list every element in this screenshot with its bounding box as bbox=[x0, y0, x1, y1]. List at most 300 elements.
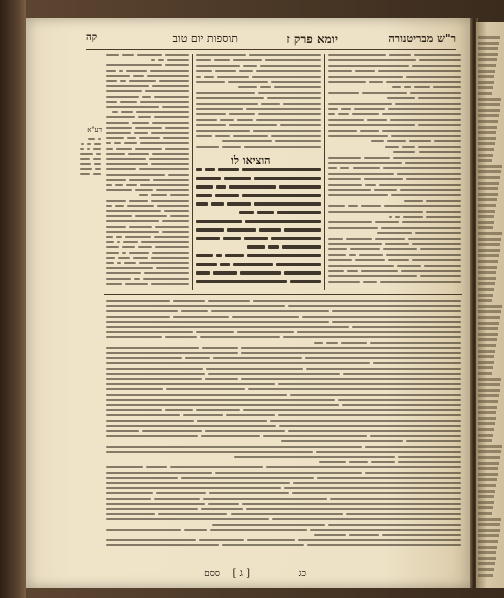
text-line-segment bbox=[328, 162, 402, 164]
header-rule bbox=[86, 49, 456, 50]
text-line-segment bbox=[247, 539, 295, 541]
page-footer bbox=[86, 568, 456, 582]
text-line-segment bbox=[418, 124, 461, 126]
text-line-segment bbox=[116, 148, 132, 150]
text-line-segment bbox=[156, 189, 189, 191]
text-line-segment bbox=[263, 435, 367, 437]
text-line-segment bbox=[369, 81, 383, 83]
text-line-segment bbox=[106, 316, 170, 318]
text-line-segment bbox=[420, 275, 461, 277]
text-line-segment bbox=[328, 103, 392, 105]
text-line-segment bbox=[116, 236, 122, 238]
text-line-segment bbox=[355, 259, 385, 261]
text-line-segment bbox=[196, 146, 219, 148]
text-line-segment bbox=[106, 158, 146, 160]
text-line-segment bbox=[115, 205, 124, 207]
text-line-segment bbox=[106, 498, 151, 500]
text-line-segment bbox=[434, 140, 461, 142]
text-line-segment bbox=[80, 173, 90, 175]
text-line-segment bbox=[106, 137, 124, 139]
text-line-segment bbox=[106, 283, 122, 285]
text-line-segment bbox=[106, 278, 131, 280]
facing-page-text-line bbox=[478, 266, 497, 269]
text-line-segment bbox=[338, 399, 461, 401]
text-line-segment bbox=[233, 59, 262, 61]
text-line-segment bbox=[151, 132, 189, 134]
text-line-segment bbox=[122, 252, 126, 254]
text-line-segment bbox=[393, 157, 461, 159]
facing-page-text-line bbox=[478, 193, 498, 196]
text-line-segment bbox=[234, 456, 395, 458]
text-line-segment bbox=[328, 524, 461, 526]
text-line-segment bbox=[196, 271, 210, 274]
text-line-segment bbox=[328, 227, 378, 229]
text-line-segment bbox=[155, 246, 189, 248]
text-line-segment bbox=[383, 167, 461, 169]
facing-page-text-line bbox=[478, 394, 499, 397]
text-line-segment bbox=[138, 116, 151, 118]
text-line-segment bbox=[154, 236, 189, 238]
text-line-segment bbox=[359, 254, 383, 256]
text-line-segment bbox=[106, 246, 119, 248]
text-line-segment bbox=[378, 70, 461, 72]
text-line-segment bbox=[106, 404, 339, 406]
text-line-segment bbox=[406, 440, 461, 442]
text-line-segment bbox=[93, 148, 101, 150]
text-line-segment bbox=[158, 513, 228, 515]
facing-page-text-line bbox=[478, 478, 497, 481]
text-line-segment bbox=[153, 179, 189, 181]
text-line-segment bbox=[216, 185, 227, 188]
facing-page-text-line bbox=[478, 36, 500, 39]
text-line-segment bbox=[367, 119, 386, 121]
text-line-segment bbox=[196, 119, 217, 121]
text-line-segment bbox=[106, 163, 148, 165]
text-line-segment bbox=[144, 272, 189, 274]
text-line-segment bbox=[375, 221, 399, 223]
text-line-segment bbox=[245, 220, 321, 223]
facing-page-text-line bbox=[478, 467, 498, 470]
text-line-segment bbox=[184, 529, 208, 531]
text-line-segment bbox=[302, 316, 461, 318]
facing-page-text-line bbox=[478, 159, 492, 162]
text-line-segment bbox=[380, 281, 461, 283]
text-line-segment bbox=[106, 388, 163, 390]
text-line-segment bbox=[328, 248, 347, 250]
text-line-segment bbox=[267, 97, 321, 99]
text-line-segment bbox=[326, 342, 339, 344]
text-line-segment bbox=[150, 70, 189, 72]
text-line-segment bbox=[386, 81, 461, 83]
text-line-segment bbox=[361, 205, 381, 207]
text-line-segment bbox=[185, 357, 210, 359]
text-line-segment bbox=[196, 280, 287, 283]
text-line-segment bbox=[371, 461, 396, 463]
facing-page-text-line bbox=[478, 114, 499, 117]
text-line-segment bbox=[106, 200, 126, 202]
text-line-segment bbox=[307, 544, 461, 546]
text-line-segment bbox=[165, 148, 189, 150]
facing-page-text-line bbox=[478, 204, 496, 207]
text-line-segment bbox=[106, 272, 141, 274]
text-line-segment bbox=[280, 124, 321, 126]
text-line-segment bbox=[328, 205, 345, 207]
text-line-segment bbox=[391, 135, 461, 137]
text-line-segment bbox=[94, 143, 101, 145]
text-line-segment bbox=[106, 347, 199, 349]
text-line-segment bbox=[93, 173, 101, 175]
text-line-segment bbox=[224, 177, 251, 180]
text-line-segment bbox=[151, 200, 189, 202]
text-line-segment bbox=[120, 80, 126, 82]
facing-page-text-line bbox=[478, 103, 500, 106]
text-line-segment bbox=[319, 461, 346, 463]
facing-page-text-line bbox=[478, 338, 497, 341]
text-line-segment bbox=[152, 153, 189, 155]
text-line-segment bbox=[314, 342, 323, 344]
text-line-segment bbox=[124, 262, 136, 264]
text-line-segment bbox=[241, 347, 461, 349]
text-line-segment bbox=[135, 215, 167, 217]
text-line-segment bbox=[332, 321, 461, 323]
text-line-segment bbox=[173, 316, 229, 318]
text-line-segment bbox=[162, 106, 189, 108]
text-line-segment bbox=[352, 113, 379, 115]
text-line-segment bbox=[328, 238, 343, 240]
text-line-segment bbox=[355, 70, 375, 72]
text-line-segment bbox=[215, 70, 236, 72]
text-line-segment bbox=[122, 246, 135, 248]
text-line-segment bbox=[316, 451, 461, 453]
text-line-segment bbox=[134, 132, 148, 134]
facing-page-text-line bbox=[478, 221, 494, 224]
text-line-segment bbox=[328, 54, 386, 56]
text-line-segment bbox=[196, 108, 243, 110]
text-line-segment bbox=[106, 215, 132, 217]
text-line-segment bbox=[210, 529, 306, 531]
text-line-segment bbox=[259, 228, 282, 231]
text-line-segment bbox=[239, 211, 254, 214]
text-line-segment bbox=[196, 130, 250, 132]
facing-page-text-line bbox=[478, 400, 498, 403]
text-line-segment bbox=[196, 103, 258, 105]
text-line-segment bbox=[338, 113, 349, 115]
text-line-segment bbox=[133, 257, 149, 259]
text-line-segment bbox=[290, 394, 461, 396]
text-line-segment bbox=[196, 202, 208, 205]
section-rule bbox=[104, 294, 462, 295]
facing-page-text-line bbox=[478, 383, 500, 386]
text-line-segment bbox=[106, 90, 142, 92]
text-line-segment bbox=[254, 202, 321, 205]
text-line-segment bbox=[385, 243, 409, 245]
text-line-segment bbox=[106, 336, 162, 338]
facing-page-text-line bbox=[478, 529, 500, 532]
text-line-segment bbox=[205, 168, 215, 171]
text-line-segment bbox=[196, 113, 226, 115]
text-line-segment bbox=[158, 59, 164, 61]
text-line-segment bbox=[340, 167, 349, 169]
text-line-segment bbox=[229, 113, 255, 115]
facing-page-text-line bbox=[478, 406, 497, 409]
text-line-segment bbox=[93, 158, 101, 160]
text-line-segment bbox=[162, 220, 189, 222]
text-line-segment bbox=[426, 211, 461, 213]
text-line-segment bbox=[412, 259, 461, 261]
text-line-segment bbox=[106, 80, 117, 82]
text-line-segment bbox=[165, 409, 193, 411]
text-line-segment bbox=[106, 513, 155, 515]
facing-page-text-line bbox=[478, 518, 501, 521]
text-line-segment bbox=[328, 189, 371, 191]
text-line-segment bbox=[208, 503, 240, 505]
facing-page-text-line bbox=[478, 299, 492, 302]
text-line-segment bbox=[106, 116, 135, 118]
text-line-segment bbox=[403, 216, 423, 218]
text-line-segment bbox=[162, 231, 189, 233]
catchword: ססם bbox=[204, 569, 220, 579]
text-line-segment bbox=[201, 435, 260, 437]
facing-page-text-line bbox=[478, 361, 494, 364]
text-line-segment bbox=[242, 194, 321, 197]
facing-page-text-line bbox=[478, 540, 498, 543]
text-line-segment bbox=[418, 146, 461, 148]
text-line-segment bbox=[310, 529, 461, 531]
text-line-segment bbox=[112, 111, 118, 113]
text-line-segment bbox=[151, 163, 189, 165]
text-line-segment bbox=[364, 178, 402, 180]
text-line-segment bbox=[147, 75, 189, 77]
text-line-segment bbox=[106, 148, 113, 150]
text-line-segment bbox=[106, 189, 132, 191]
text-line-segment bbox=[129, 179, 151, 181]
text-line-segment bbox=[140, 142, 189, 144]
text-line-segment bbox=[106, 357, 182, 359]
text-line-segment bbox=[240, 271, 281, 274]
facing-page-text-line bbox=[478, 154, 493, 157]
facing-page-text-line bbox=[478, 187, 498, 190]
text-line-segment bbox=[328, 259, 352, 261]
text-line-segment bbox=[241, 378, 461, 380]
text-line-segment bbox=[106, 70, 116, 72]
text-line-segment bbox=[165, 64, 189, 66]
text-line-segment bbox=[220, 263, 230, 266]
text-line-segment bbox=[405, 162, 461, 164]
text-line-segment bbox=[106, 241, 114, 243]
text-line-segment bbox=[228, 81, 269, 83]
text-line-segment bbox=[106, 414, 180, 416]
text-line-segment bbox=[152, 252, 189, 254]
facing-page-text-line bbox=[478, 98, 501, 101]
text-line-segment bbox=[181, 477, 314, 479]
text-line-segment bbox=[95, 168, 101, 170]
text-line-segment bbox=[125, 283, 149, 285]
text-line-segment bbox=[211, 202, 224, 205]
text-line-segment bbox=[365, 472, 461, 474]
text-line-segment bbox=[181, 310, 208, 312]
text-line-segment bbox=[292, 492, 461, 494]
facing-page-text-line bbox=[478, 131, 496, 134]
text-line-segment bbox=[239, 70, 254, 72]
text-line-segment bbox=[406, 76, 461, 78]
text-line-segment bbox=[387, 140, 406, 142]
text-line-segment bbox=[126, 184, 137, 186]
text-line-segment bbox=[375, 238, 405, 240]
text-line-segment bbox=[120, 101, 138, 103]
text-line-segment bbox=[197, 420, 266, 422]
text-line-segment bbox=[106, 383, 275, 385]
text-line-segment bbox=[381, 227, 461, 229]
facing-page-text-line bbox=[478, 428, 494, 431]
text-line-segment bbox=[433, 86, 461, 88]
text-line-segment bbox=[282, 245, 321, 248]
text-line-segment bbox=[106, 321, 329, 323]
text-line-segment bbox=[281, 440, 403, 442]
facing-page-text-line bbox=[478, 243, 500, 246]
text-line-segment bbox=[382, 534, 461, 536]
facing-page-edge bbox=[476, 22, 504, 588]
facing-page-text-line bbox=[478, 512, 492, 515]
text-line-segment bbox=[168, 174, 189, 176]
text-line-segment bbox=[404, 200, 423, 202]
text-line-segment bbox=[167, 59, 189, 61]
text-line-segment bbox=[401, 270, 461, 272]
facing-page-text-line bbox=[478, 58, 497, 61]
facing-page-text-line bbox=[478, 109, 500, 112]
text-line-segment bbox=[225, 254, 244, 257]
text-line-segment bbox=[409, 140, 431, 142]
facing-page-text-line bbox=[478, 182, 499, 185]
facing-page-text-line bbox=[478, 148, 494, 151]
text-line-segment bbox=[196, 331, 234, 333]
text-line-segment bbox=[196, 92, 255, 94]
text-line-segment bbox=[283, 103, 321, 105]
text-line-segment bbox=[106, 378, 202, 380]
text-line-segment bbox=[249, 54, 321, 56]
running-header bbox=[86, 32, 456, 50]
text-line-segment bbox=[398, 461, 461, 463]
facing-page-text-line bbox=[478, 42, 499, 45]
facing-page-text-line bbox=[478, 490, 495, 493]
text-line-segment bbox=[141, 241, 189, 243]
facing-page-text-line bbox=[478, 523, 500, 526]
marginal-gloss bbox=[78, 126, 102, 134]
header-commentary-title: ר"ש מבריטנורה bbox=[388, 32, 456, 45]
text-line-segment bbox=[297, 331, 461, 333]
text-line-segment bbox=[96, 153, 101, 155]
text-line-segment bbox=[196, 135, 212, 137]
facing-page-text-line bbox=[478, 288, 494, 291]
text-line-segment bbox=[106, 54, 119, 56]
text-line-segment bbox=[328, 113, 335, 115]
text-line-segment bbox=[277, 211, 321, 214]
text-line-segment bbox=[400, 189, 461, 191]
text-line-segment bbox=[220, 119, 234, 121]
text-line-segment bbox=[253, 300, 461, 302]
text-line-segment bbox=[279, 185, 321, 188]
text-line-segment bbox=[106, 539, 196, 541]
text-line-segment bbox=[154, 96, 189, 98]
text-line-segment bbox=[395, 216, 400, 218]
text-line-segment bbox=[328, 124, 415, 126]
text-line-segment bbox=[151, 283, 189, 285]
text-line-segment bbox=[106, 492, 153, 494]
text-line-segment bbox=[328, 76, 403, 78]
corner-note: דע"א bbox=[87, 126, 102, 134]
facing-page-text-line bbox=[478, 137, 496, 140]
facing-page-text-line bbox=[478, 439, 492, 442]
text-line-segment bbox=[261, 103, 280, 105]
text-line-segment bbox=[393, 151, 416, 153]
text-line-segment bbox=[114, 142, 121, 144]
text-line-segment bbox=[132, 122, 149, 124]
text-line-segment bbox=[271, 135, 321, 137]
text-line-segment bbox=[196, 54, 246, 56]
text-line-segment bbox=[196, 177, 221, 180]
text-line-segment bbox=[117, 262, 121, 264]
text-line-segment bbox=[247, 254, 321, 257]
text-line-segment bbox=[274, 86, 321, 88]
upper-commentary-block bbox=[194, 54, 322, 150]
text-line-segment bbox=[165, 54, 189, 56]
text-line-segment bbox=[216, 254, 222, 257]
text-line-segment bbox=[106, 252, 119, 254]
text-line-segment bbox=[87, 148, 90, 150]
text-line-segment bbox=[106, 64, 162, 66]
text-line-segment bbox=[196, 168, 202, 171]
text-line-segment bbox=[106, 168, 136, 170]
text-line-segment bbox=[290, 280, 321, 283]
text-line-segment bbox=[94, 163, 101, 165]
text-line-segment bbox=[365, 446, 461, 448]
text-line-segment bbox=[248, 388, 461, 390]
text-line-segment bbox=[115, 184, 123, 186]
text-line-segment bbox=[350, 248, 380, 250]
text-line-segment bbox=[392, 86, 400, 88]
text-line-segment bbox=[215, 135, 229, 137]
text-line-segment bbox=[385, 146, 399, 148]
text-line-segment bbox=[152, 85, 189, 87]
text-line-segment bbox=[415, 232, 461, 234]
facing-page-text-line bbox=[478, 142, 495, 145]
text-line-segment bbox=[140, 101, 189, 103]
text-line-segment bbox=[196, 65, 240, 67]
text-line-segment bbox=[139, 262, 189, 264]
text-line-segment bbox=[412, 65, 461, 67]
text-line-segment bbox=[129, 252, 149, 254]
text-line-segment bbox=[242, 168, 321, 171]
facing-page-text-line bbox=[478, 350, 495, 353]
text-line-segment bbox=[243, 65, 257, 67]
facing-page-text-line bbox=[478, 445, 502, 448]
text-line-segment bbox=[80, 168, 92, 170]
text-line-segment bbox=[241, 352, 461, 354]
text-line-segment bbox=[151, 257, 189, 259]
text-line-segment bbox=[419, 151, 461, 153]
text-line-segment bbox=[212, 524, 325, 526]
text-line-segment bbox=[140, 184, 189, 186]
text-line-segment bbox=[341, 108, 351, 110]
text-line-segment bbox=[106, 101, 117, 103]
text-line-segment bbox=[202, 347, 238, 349]
text-line-segment bbox=[122, 54, 134, 56]
facing-page-text-line bbox=[478, 238, 501, 241]
facing-page-text-line bbox=[478, 506, 493, 509]
text-line-segment bbox=[165, 336, 197, 338]
text-line-segment bbox=[98, 138, 101, 140]
text-line-segment bbox=[217, 76, 249, 78]
text-line-segment bbox=[408, 238, 461, 240]
